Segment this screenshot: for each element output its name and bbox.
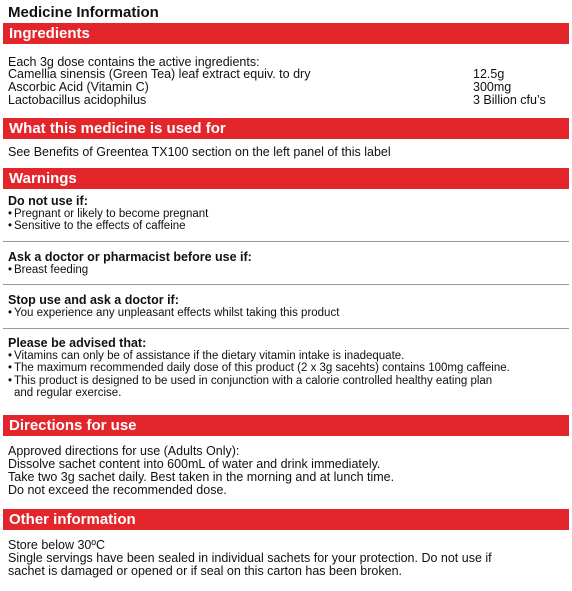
advised-list [8, 350, 568, 399]
ingredient-amount: 3 Billion cfu’s [473, 93, 546, 107]
ingredients-heading: Ingredients [3, 23, 569, 44]
directions-line: Dissolve sachet content into 600mL of water and drink immediately. [8, 457, 381, 471]
list-item: • Sensitive to the effects of caffeine [8, 220, 568, 232]
other-heading: Other information [3, 509, 569, 530]
list-item: • You experience any unpleasant effects whilst taking this product [8, 307, 568, 319]
ingredient-name: Camellia sinensis (Green Tea) leaf extract equiv. to dry [8, 67, 311, 81]
ingredients-intro: Each 3g dose contains the active ingredients: [8, 55, 260, 69]
divider [3, 284, 569, 285]
warnings-heading: Warnings [3, 168, 569, 189]
divider [3, 328, 569, 329]
ingredient-name: Lactobacillus acidophilus [8, 93, 147, 107]
directions-line: Approved directions for use (Adults Only): [8, 444, 240, 458]
do-not-use-title: Do not use if: [8, 194, 88, 208]
advised-title: Please be advised that: [8, 336, 147, 350]
page-title: Medicine Information [8, 4, 159, 21]
list-item: • Breast feeding [8, 264, 568, 276]
ingredient-amount: 12.5g [473, 67, 505, 81]
ask-doctor-title: Ask a doctor or pharmacist before use if: [8, 250, 252, 264]
ask-doctor-list [8, 264, 568, 276]
do-not-use-list [8, 208, 568, 233]
stop-use-title: Stop use and ask a doctor if: [8, 293, 179, 307]
uses-text: See Benefits of Greentea TX100 section on the left panel of this label [8, 145, 391, 159]
list-item: • Vitamins can only be of assistance if the dietary vitamin intake is inadequate. [8, 350, 568, 362]
directions-line: Take two 3g sachet daily. Best taken in the morning and at lunch time. [8, 470, 395, 484]
list-item: • This product is designed to be used in conjunction with a calorie controlled healthy eating plan and regular exercise. [8, 375, 568, 400]
divider [3, 241, 569, 242]
directions-line: Do not exceed the recommended dose. [8, 483, 227, 497]
stop-use-list [8, 307, 568, 319]
list-item: • Pregnant or likely to become pregnant [8, 208, 568, 220]
other-line: sachet is damaged or opened or if seal on this carton has been broken. [8, 564, 403, 578]
directions-heading: Directions for use [3, 415, 569, 436]
uses-heading: What this medicine is used for [3, 118, 569, 139]
ingredient-amount: 300mg [473, 80, 512, 94]
other-line: Single servings have been sealed in individual sachets for your protection. Do not use if [8, 551, 492, 565]
other-line: Store below 30ºC [8, 538, 105, 552]
list-item: • The maximum recommended daily dose of this product (2 x 3g sacehts) contains 100mg caffeine. [8, 362, 568, 374]
ingredient-name: Ascorbic Acid (Vitamin C) [8, 80, 149, 94]
